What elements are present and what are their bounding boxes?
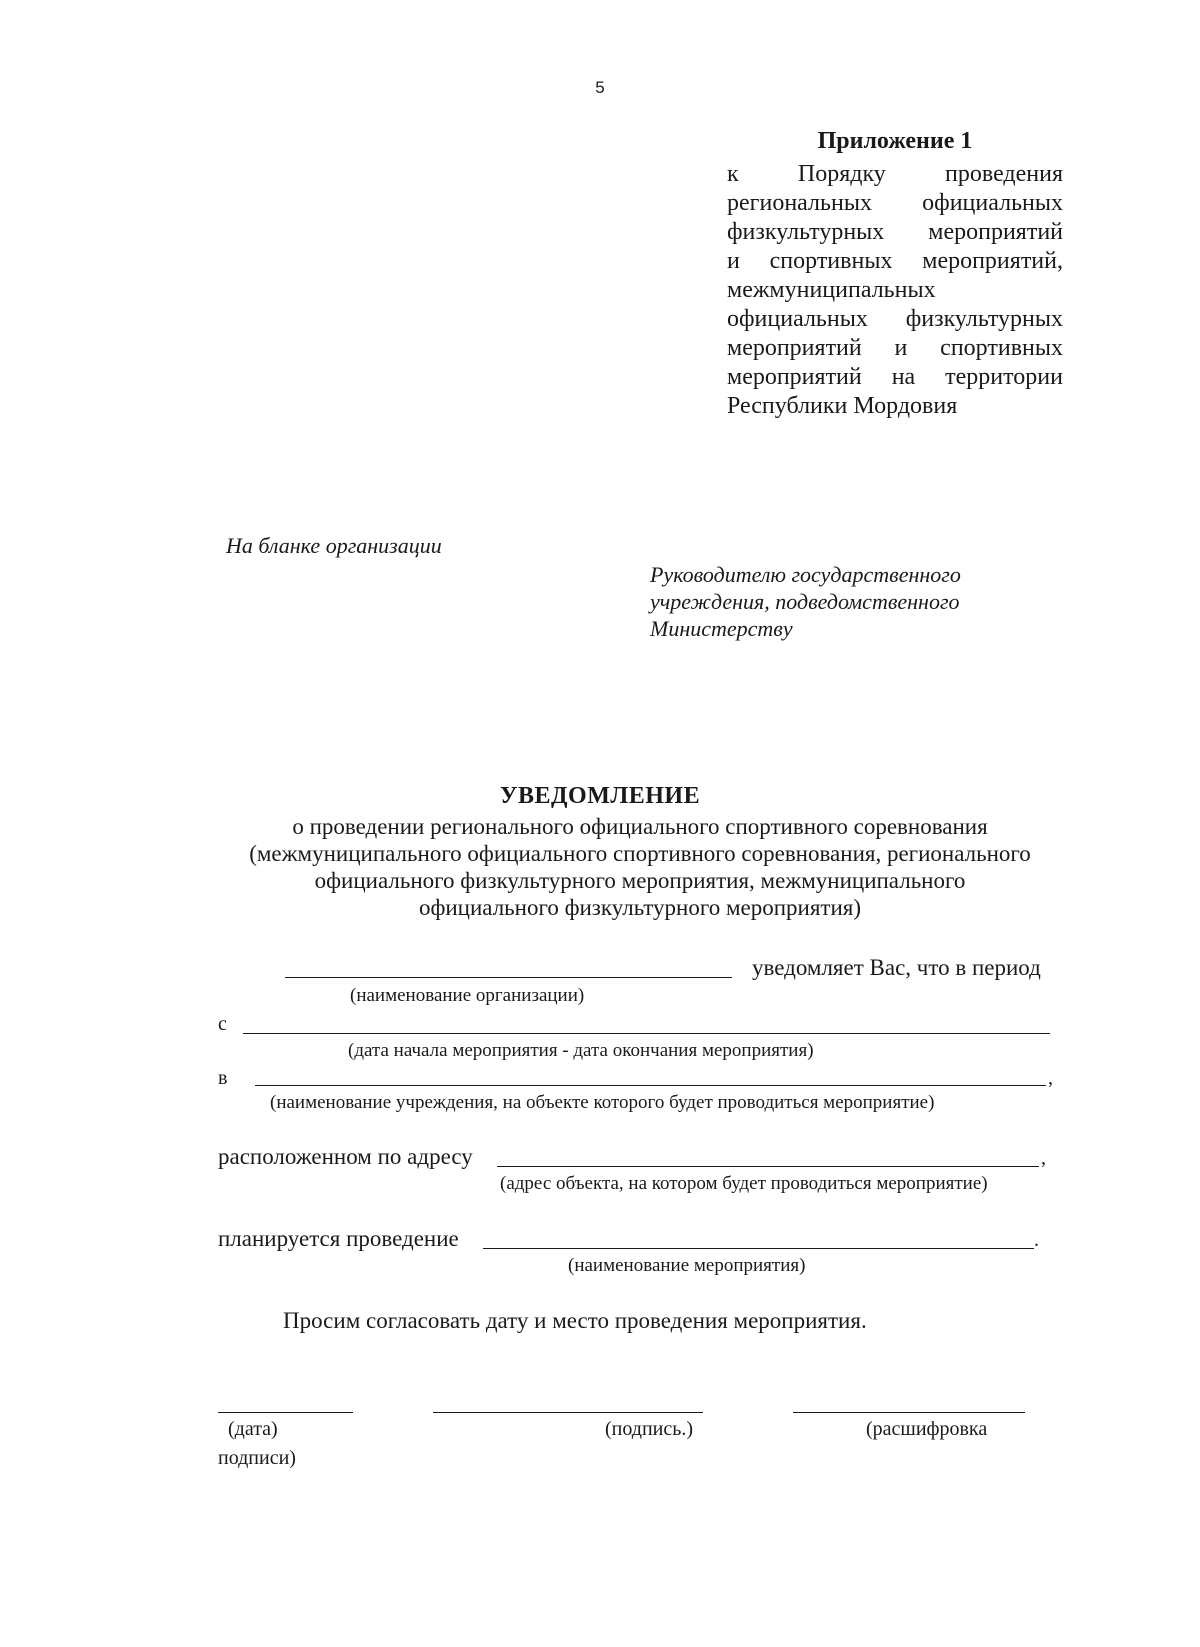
addressee (650, 561, 961, 642)
notice-subtitle-line: о проведении регионального официального спортивного соревнования (292, 814, 988, 839)
appendix-line: мероприятий на территории (727, 364, 1063, 390)
appendix-line: к Порядку проведения (727, 161, 1063, 187)
institution-caption: (наименование учреждения, на объекте которого будет проводиться мероприятие) (270, 1092, 935, 1113)
appendix-reference (727, 160, 1063, 421)
addressee-line: учреждения, подведомственного (650, 589, 960, 614)
in-prefix: в (218, 1067, 228, 1089)
appendix-line: межмуниципальных (727, 277, 936, 303)
period-caption: (дата начала мероприятия - дата окончания мероприятия) (348, 1040, 814, 1061)
notice-title: УВЕДОМЛЕНИЕ (499, 783, 701, 809)
date-field[interactable] (218, 1412, 353, 1413)
signature-decode-field[interactable] (793, 1412, 1025, 1413)
event-period-field[interactable] (243, 1033, 1050, 1034)
addressee-line: Руководителю государственного (650, 562, 961, 587)
request-text: Просим согласовать дату и место проведения мероприятия. (283, 1308, 867, 1333)
event-prefix: планируется проведение (218, 1226, 459, 1251)
from-prefix: с (218, 1013, 227, 1035)
institution-field[interactable] (255, 1085, 1046, 1086)
notice-subtitle (160, 813, 1120, 921)
appendix-line: официальных физкультурных (727, 306, 1063, 332)
appendix-line: Республики Мордовия (727, 393, 958, 419)
decode-label-continued: подписи) (218, 1447, 296, 1469)
notice-subtitle-line: (межмуниципального официального спортивного соревнования, регионального (249, 841, 1031, 866)
signature-label: (подпись.) (605, 1418, 694, 1440)
appendix-line: мероприятий и спортивных (727, 335, 1063, 361)
organization-name-field[interactable] (285, 977, 732, 978)
event-name-field[interactable] (483, 1248, 1034, 1249)
date-label: (дата) (228, 1418, 278, 1440)
appendix-title: Приложение 1 (817, 128, 973, 154)
appendix-line: и спортивных мероприятий, (727, 248, 1063, 274)
letterhead-note: На бланке организации (226, 533, 442, 558)
institution-row-suffix: , (1048, 1067, 1053, 1089)
addressee-line: Министерству (650, 616, 793, 641)
appendix-line: региональных официальных (727, 190, 1063, 216)
address-caption: (адрес объекта, на котором будет проводиться мероприятие) (500, 1173, 988, 1194)
page-number: 5 (595, 78, 605, 97)
signature-field[interactable] (433, 1412, 703, 1413)
address-row-suffix: , (1041, 1147, 1046, 1169)
address-field[interactable] (497, 1166, 1039, 1167)
decode-label: (расшифровка (866, 1418, 988, 1440)
organization-caption: (наименование организации) (350, 985, 585, 1006)
notice-subtitle-line: официального физкультурного мероприятия, межмуниципального (314, 868, 966, 893)
event-row-suffix: . (1034, 1229, 1039, 1251)
address-prefix: расположенном по адресу (218, 1144, 473, 1169)
notice-subtitle-line: официального физкультурного мероприятия) (418, 895, 862, 920)
organization-row-suffix: уведомляет Вас, что в период (752, 955, 1041, 980)
event-caption: (наименование мероприятия) (568, 1255, 806, 1276)
appendix-line: физкультурных мероприятий (727, 219, 1063, 245)
